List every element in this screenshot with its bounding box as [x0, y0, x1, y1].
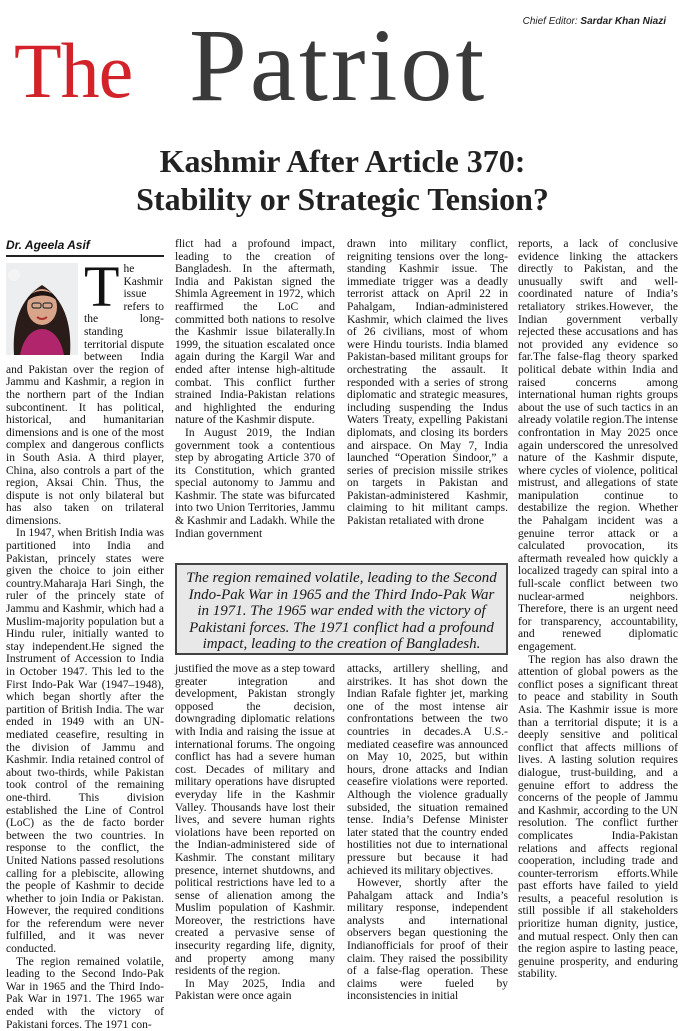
column-2-top [175, 238, 335, 556]
headline-line-2: Stability or Strategic Tension? [136, 181, 549, 217]
paragraph: flict had a profound impact, leading to the creation of Bangladesh. In the aftermath, India and Pakistan signed the Shimla Agreement in 1972, which reaffirmed the LoC and committed both nations to resolve the Kashmir issue bilaterally.In 1999, the situation escalated once again during the Kargil War and ended after intense high-altitude combat. This conflict further strained India-Pakistan relations and highlighted the enduring nature of the Kashmir dispute. [175, 238, 335, 427]
column-3-bottom [347, 663, 508, 1024]
column-2-bottom [175, 663, 335, 1024]
chief-editor-label: Chief Editor: [522, 16, 578, 27]
author-photo [6, 263, 78, 355]
headline-line-1: Kashmir After Article 370: [159, 143, 526, 179]
column-4 [518, 238, 678, 1024]
chief-editor [523, 16, 666, 27]
author-portrait-icon [6, 263, 78, 355]
masthead [14, 6, 674, 123]
paragraph: However, shortly after the Pahalgam attack and India’s military response, independent analysts and international observers began questioning the Indianofficials for proof of their claim. They raised the possibility of a false-flag operation. These claims were fueled by inconsistencies in initial [347, 877, 508, 1003]
column-3-top [347, 238, 508, 556]
paragraph: In 1947, when British India was partitioned into India and Pakistan, princely states were given the choice to join either country.Maharaja Hari Singh, the ruler of the princely state of Jammu and Kashmir, which had a Muslim-majority population but a Hindu ruler, initially wanted to stay independent.He signed the Instrument of Accession to India in October 1947. This led to the First Indo-Pak War (1947–1948), which began shortly after the partition of British India. The war ended in 1949 with an UN-mediated ceasefire, resulting in the division of Jammu and Kashmir. India retained control of about two-thirds, while Pakistan took control of the remaining one-third. This division established the Line of Control (LoC) as the de facto border between the two countries. In response to the conflict, the United Nations passed resolutions calling for a plebiscite, allowing the people of Kashmir to decide whether to join India or Pakistan. However, the required conditions for the referendum were never fulfilled, and it was never conducted. [6, 527, 164, 956]
paragraph: The region remained volatile, leading to the Second Indo-Pak War in 1965 and the Third Indo-Pak War in 1971. The 1965 war ended with the victory of Pakistani forces. The 1971 con- [6, 955, 164, 1031]
paragraph: he Kashmir issue refers to the long-standing territorial dispute between India and Pakistan over the region of Jammu and Kashmir, a region in the northern part of the Indian subcontinent. It has political, historical, and humanitarian dimensions and is one of the most complex and dangerous conflicts in South Asia. A third player, China, also controls a part of the region, Aksai Chin. Thus, the dispute is not only bilateral but has also taken on trilateral dimensions. [6, 263, 164, 527]
headline [0, 142, 685, 218]
paragraph: justified the move as a step toward greater integration and development, Pakistan strongly opposed the decision, downgrading diplomatic relations with India and raising the issue at international forums. The ongoing conflict has had a severe human cost. Decades of military and military operations have disrupted everyday life in the Kashmir Valley. Thousands have lost their lives, and severe human rights violations have been reported on the Indian-administered side of Kashmir. The constant military presence, internet shutdowns, and political restrictions have led to a sense of alienation among the Muslim population of Kashmir. Moreover, the restrictions have created a pervasive sense of insecurity regarding life, dignity, and property among many residents of the region. [175, 663, 335, 978]
drop-cap: T [84, 254, 120, 319]
paragraph: In August 2019, the Indian government took a contentious step by abrogating Article 370 of its Constitution, which granted special autonomy to Jammu and Kashmir. The state was bifurcated into two Union Territories, Jammu & Kashmir and Ladakh. While the Indian government [175, 426, 335, 540]
paragraph: attacks, artillery shelling, and airstrikes. It has shot down the Indian Rafale fighter jet, marking one of the most intense air confrontations between the two countries in decades.A U.S.-mediated ceasefire was announced on May 10, 2025, but within hours, drone attacks and Indian ceasefire violations were reported. Although the violence gradually subsided, the situation remained tense. India’s Defense Minister later stated that the country ended hostilities not due to international pressure but because it had achieved its military objectives. [347, 663, 508, 877]
paragraph: In May 2025, India and Pakistan were once again [175, 977, 335, 1003]
masthead-patriot: Patriot [189, 8, 488, 123]
paragraph: reports, a lack of conclusive evidence linking the attackers directly to Pakistan, and the unusually swift and well-coordinated nature of India’s retaliatory strikes.However, the Indian government verbally rejected these accusations and has not provided any evidence so far.The false-flag theory sparked political debate within India and raised concerns among international human rights groups about the use of such tactics in an already volatile region.The intense confrontation in May 2025 once again underscored the unresolved nature of the Kashmir dispute, where cycles of violence, political mistrust, and allegations of state manipulation continue to destabilize the region. Whether the Pahalgam incident was a genuine terror attack or a calculated provocation, its aftermath revealed how quickly a localized tragedy can spiral into a full-scale conflict between two nuclear-armed neighbors. Therefore, there is an urgent need for transparency, accountability, and renewed diplomatic engagement. [518, 238, 678, 653]
paragraph: The region has also drawn the attention of global powers as the conflict poses a significant threat to peace and stability in South Asia. The Kashmir issue is more than a territorial dispute; it is a deeply sensitive and political conflict that affects millions of lives. A lasting solution requires dialogue, trust-building, and a genuine effort to address the concerns of the people of Jammu and Kashmir, according to the UN resolution. The conflict further complicates India-Pakistan relations and affects regional cooperation, including trade and counter-terrorism efforts.While past efforts have failed to yield results, a peaceful resolution is still possible if all stakeholders prioritize human dignity, justice, and mutual respect. Only then can the region aspire to lasting peace, genuine prosperity, and enduring stability. [518, 653, 678, 981]
chief-editor-name: Sardar Khan Niazi [580, 16, 666, 27]
pull-quote: The region remained volatile, leading to the Second Indo-Pak War in 1965 and the Third Indo-Pak War in 1971. The 1965 war ended with the victory of Pakistani forces. The 1971 conflict had a profound impact, leading to the creation of Bangladesh. [175, 563, 508, 655]
masthead-the: The [14, 27, 133, 114]
column-1 [6, 238, 164, 1031]
paragraph: drawn into military conflict, reigniting tensions over the long-standing Kashmir issue. The immediate trigger was a deadly terrorist attack on April 22 in Pahalgam, Indian-administered Kashmir, which claimed the lives of 26 civilians, most of whom were Hindu tourists. India blamed Pakistan-based militant groups for orchestrating the assault. It responded with a series of strong diplomatic and strategic measures, including suspending the Indus Waters Treaty, expelling Pakistani diplomats, and closing its borders and airspace. On May 7, India launched “Operation Sindoor,” a series of precision missile strikes on targets in Pakistan and Pakistan-administered Kashmir, claiming to hit militant camps. Pakistan retaliated with drone [347, 238, 508, 528]
author-byline: Dr. Ageela Asif [6, 238, 164, 257]
